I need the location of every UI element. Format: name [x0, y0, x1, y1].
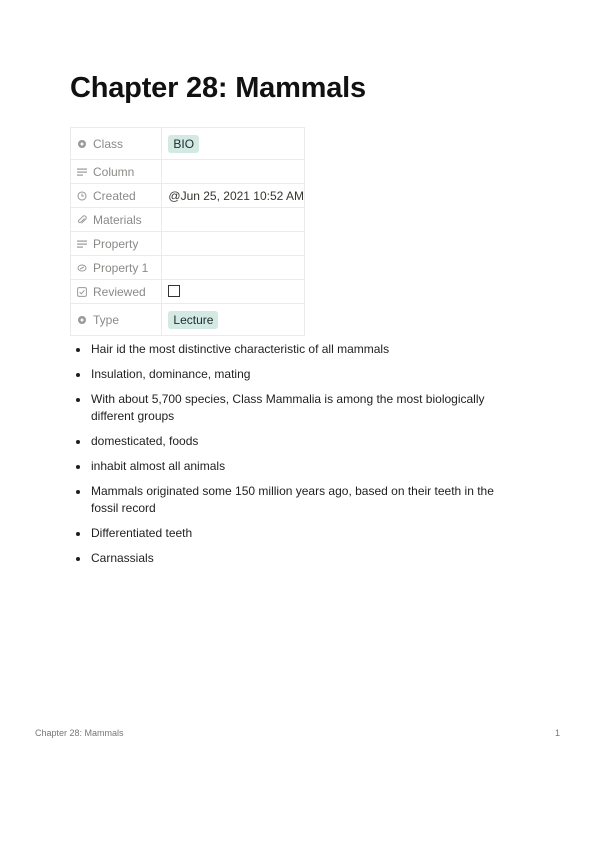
type-tag[interactable]: Lecture	[168, 311, 218, 329]
paperclip-icon	[77, 215, 87, 225]
checkbox-icon	[77, 287, 87, 297]
property-name	[71, 304, 162, 336]
list-item	[70, 391, 520, 425]
properties-table	[70, 127, 305, 336]
property-value[interactable]	[162, 128, 305, 160]
property-name	[71, 232, 162, 256]
property-value[interactable]	[162, 304, 305, 336]
property-row-created	[71, 184, 305, 208]
class-tag[interactable]: BIO	[168, 135, 199, 153]
bullet-icon	[76, 532, 80, 536]
property-value	[162, 280, 305, 304]
list-item-text: inhabit almost all animals	[91, 459, 226, 473]
created-date: @Jun 25, 2021 10:52 AM	[162, 184, 305, 208]
select-icon	[77, 315, 87, 325]
list-item	[70, 525, 520, 542]
list-item-text: Insulation, dominance, mating	[91, 367, 251, 381]
property-row-column	[71, 160, 305, 184]
property-value[interactable]	[162, 256, 305, 280]
property-name	[71, 256, 162, 280]
reviewed-checkbox[interactable]	[168, 285, 180, 297]
bullet-icon	[76, 348, 80, 352]
clock-icon	[77, 191, 87, 201]
list-item-text: Mammals originated some 150 million years ago, based on their teeth in the fossil record	[91, 484, 494, 515]
list-item-text: Carnassials	[91, 551, 154, 565]
property-label: Class	[93, 136, 124, 151]
list-item	[70, 550, 520, 567]
property-label: Property	[93, 236, 139, 251]
text-icon	[77, 239, 87, 249]
bullet-icon	[76, 557, 80, 561]
page-number: 1	[554, 728, 560, 738]
list-item-text: domesticated, foods	[91, 434, 199, 448]
property-value[interactable]	[162, 160, 305, 184]
property-name	[71, 208, 162, 232]
property-name	[71, 160, 162, 184]
property-row-property-1	[71, 256, 305, 280]
text-icon	[77, 167, 87, 177]
property-label: Type	[93, 312, 120, 327]
property-label: Column	[93, 164, 135, 179]
property-label: Created	[93, 188, 136, 203]
property-value[interactable]	[162, 232, 305, 256]
footer-title: Chapter 28: Mammals	[35, 728, 124, 738]
property-label: Property 1	[93, 260, 149, 275]
property-value[interactable]	[162, 208, 305, 232]
select-icon	[77, 139, 87, 149]
list-item	[70, 341, 520, 358]
bullet-icon	[76, 465, 80, 469]
list-item-text: With about 5,700 species, Class Mammalia is among the most biologically different groups	[91, 392, 485, 423]
notes-list	[70, 341, 520, 575]
relation-icon	[77, 263, 87, 273]
bullet-icon	[76, 440, 80, 444]
bullet-icon	[76, 398, 80, 402]
page-title: Chapter 28: Mammals	[70, 72, 366, 104]
bullet-icon	[76, 373, 80, 377]
property-row-materials	[71, 208, 305, 232]
list-item-text: Differentiated teeth	[91, 526, 193, 540]
list-item	[70, 458, 520, 475]
list-item-text: Hair id the most distinctive characteristic of all mammals	[91, 342, 390, 356]
list-item	[70, 483, 520, 517]
property-name	[71, 128, 162, 160]
property-row-property	[71, 232, 305, 256]
property-name	[71, 184, 162, 208]
property-label: Reviewed	[93, 284, 146, 299]
property-row-reviewed	[71, 280, 305, 304]
property-row-class	[71, 128, 305, 160]
bullet-icon	[76, 490, 80, 494]
list-item	[70, 433, 520, 450]
property-row-type	[71, 304, 305, 336]
list-item	[70, 366, 520, 383]
property-name	[71, 280, 162, 304]
property-label: Materials	[93, 212, 142, 227]
